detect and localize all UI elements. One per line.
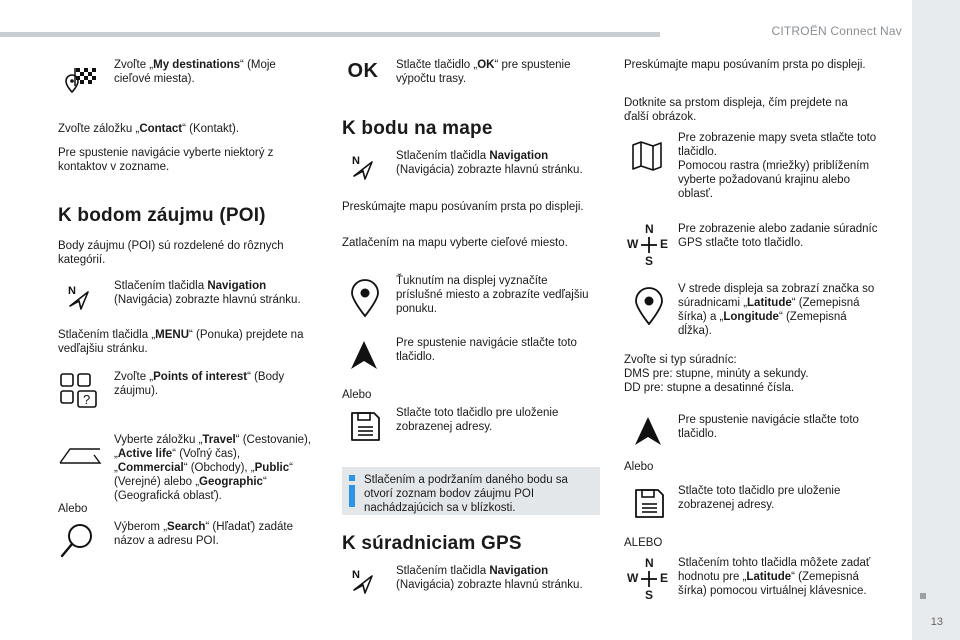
save-icon-2 [632,486,666,520]
nav-letter-3: N [352,569,360,581]
nav-press-text: Stlačením tlačidla Navigation (Navigácia) zobrazte hlavnú stránku. [114,280,301,306]
start-nav-text-2: Pre spustenie navigácie stlačte toto tlačidlo. [678,414,859,440]
compass-e: E [660,237,669,251]
gps-heading: K súradniciam GPS [342,533,522,554]
map-nav-press-text: Stlačením tlačidla Navigation (Navigácia) zobrazte hlavnú stránku. [396,150,583,176]
info-box [342,467,600,515]
coord-type-text: Zvoľte si typ súradníc: DMS pre: stupne, minúty a sekundy. DD pre: stupne a desatinné čísla. [624,354,809,394]
navigation-icon-2 [346,152,378,180]
world-map-text: Pre zobrazenie mapy sveta stlačte toto tlačidlo. Pomocou rastra (mriežky) priblížením vyberte požadovanú krajinu alebo oblasť. [678,132,877,200]
latitude-entry-text: Stlačením tohto tlačidla môžete zadať hodnotu pre „Latitude“ (Zemepisná šírka) pomocou virtuálnej klávesnice. [678,557,871,597]
or-label-4: ALEBO [624,537,663,549]
coordinate-pin-icon [632,286,666,326]
world-map-icon [630,140,664,172]
info-icon [348,475,356,507]
compass-n-2: N [645,556,654,570]
gps-nav-press-text: Stlačením tlačidla Navigation (Navigácia) zobrazte hlavnú stránku. [396,565,583,591]
header-title: CITROËN Connect Nav [771,24,902,38]
nav-letter-2: N [352,155,360,167]
search-icon [58,520,98,560]
search-text: Výberom „Search“ (Hľadať) zadáte názov a adresu POI. [114,521,293,547]
contact-tab-text: Zvoľte záložku „Contact“ (Kontakt). [58,123,240,135]
tab-icon [58,446,102,466]
compass-w-2: W [627,571,639,585]
poi-select-text: Zvoľte „Points of interest“ (Body záujmu). [114,371,285,397]
marker-text: V strede displeja sa zobrazí značka so súradnicami „Latitude“ (Zemepisná šírka) a „Longitude“ (Zemepisná dĺžka). [678,283,875,337]
gps-text: Pre zobrazenie alebo zadanie súradníc GPS stlačte toto tlačidlo. [678,223,878,249]
gps-coordinates-icon [624,222,674,270]
ok-text: Stlačte tlačidlo „OK“ pre spustenie výpočtu trasy. [396,59,571,85]
press-map-text: Zatlačením na mapu vyberte cieľové miesto. [342,237,568,249]
compass-e-2: E [660,571,669,585]
compass-s: S [645,254,654,268]
map-pin-icon [348,278,382,318]
info-text: Stlačením a podržaním daného bodu sa otvorí zoznam bodov záujmu POI nachádzajúcich sa v blízkosti. [364,474,568,514]
save-text-2: Stlačte toto tlačidlo pre uloženie zobrazenej adresy. [678,485,841,511]
save-icon [348,409,382,443]
section-marker [920,593,926,599]
my-destinations-icon [58,66,100,100]
latitude-entry-icon [624,556,674,604]
col3-explore-text: Preskúmajte mapu posúvaním prsta po displeji. [624,59,866,71]
svg-text:?: ? [83,392,91,407]
side-tab [912,0,960,640]
tabs-text: Vyberte záložku „Travel“ (Cestovanie), „Active life“ (Voľný čas), „Commercial“ (Obchody), „Public“ (Verejné) alebo „Geographic“ (Geografická oblasť). [114,434,312,502]
page-number: 13 [930,616,943,628]
navigation-icon [62,282,94,310]
compass-s-2: S [645,588,654,602]
or-label-2: Alebo [342,389,372,401]
poi-heading: K bodom záujmu (POI) [58,205,266,226]
contact-select-text: Pre spustenie navigácie vyberte niektorý z kontaktov v zozname. [58,147,274,173]
nav-letter: N [68,285,76,297]
map-heading: K bodu na mape [342,118,493,139]
start-navigation-icon [348,338,380,372]
top-rule [0,32,660,37]
compass-n: N [645,222,654,236]
start-navigation-icon-2 [632,414,664,448]
menu-press-text: Stlačením tlačidla „MENU“ (Ponuka) prejdete na vedľajšiu stránku. [58,329,304,355]
or-label: Alebo [58,503,88,515]
save-text: Stlačte toto tlačidlo pre uloženie zobrazenej adresy. [396,407,559,433]
ok-icon: OK [347,59,379,82]
my-destinations-text: Zvoľte „My destinations“ (Moje cieľové miesta). [114,59,276,85]
compass-w: W [627,237,639,251]
map-explore-text: Preskúmajte mapu posúvaním prsta po displeji. [342,201,584,213]
poi-categories-text: Body záujmu (POI) sú rozdelené do rôznych kategórií. [58,240,284,266]
tap-text: Ťuknutím na displej vyznačíte príslušné miesto a zobrazíte vedľajšiu ponuku. [396,275,589,315]
or-label-3: Alebo [624,461,654,473]
start-nav-text: Pre spustenie navigácie stlačte toto tlačidlo. [396,337,577,363]
touch-text: Dotknite sa prstom displeja, čím prejdete na ďalší obrázok. [624,97,848,123]
navigation-icon-3 [346,566,378,594]
points-of-interest-icon [58,370,102,410]
